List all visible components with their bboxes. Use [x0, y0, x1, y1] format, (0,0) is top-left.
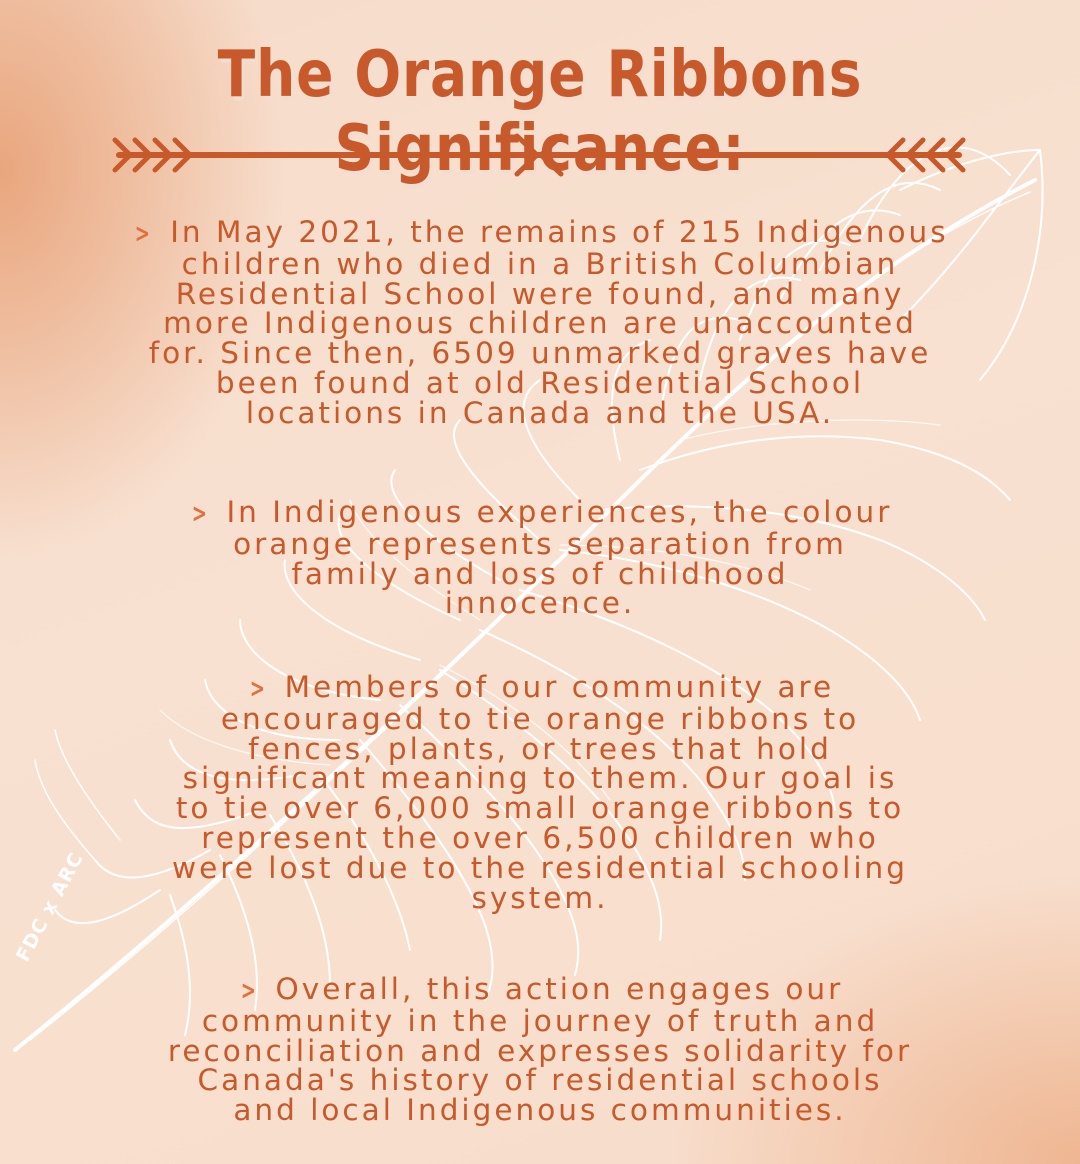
paragraph-line: Residential School were found, and many: [175, 276, 905, 311]
chevron-right-icon: >: [135, 219, 153, 249]
paragraph-colour-meaning: [60, 495, 1020, 621]
paragraph-line: to tie over 6,000 small orange ribbons to: [175, 791, 905, 826]
paragraph-line: locations in Canada and the USA.: [245, 395, 835, 430]
paragraph-line: system.: [471, 880, 609, 915]
paragraph-line: innocence.: [444, 586, 636, 621]
paragraph-line: Overall, this action engages our: [275, 972, 844, 1006]
paragraph-overall: [60, 972, 1020, 1128]
paragraph-line: community in the journey of truth and: [201, 1003, 879, 1038]
paragraph-community-action: [60, 670, 1020, 915]
paragraph-line: were lost due to the residential schooling: [172, 850, 908, 885]
paragraph-line: more Indigenous children are unaccounted: [163, 306, 917, 341]
paragraph-line: In May 2021, the remains of 215 Indigenous: [170, 215, 949, 249]
paragraph-line: orange represents separation from: [233, 526, 847, 561]
chevron-right-icon: >: [249, 674, 267, 704]
paragraph-line: encouraged to tie orange ribbons to: [220, 701, 860, 736]
chevron-right-icon: >: [240, 976, 258, 1006]
paragraph-line: Canada's history of residential schools: [197, 1063, 883, 1098]
arrow-divider-icon: [105, 128, 973, 182]
paragraph-line: significant meaning to them. Our goal is: [182, 761, 898, 796]
paragraph-line: In Indigenous experiences, the colour: [226, 495, 893, 529]
paragraph-line: family and loss of childhood: [291, 556, 789, 591]
paragraph-line: for. Since then, 6509 unmarked graves have: [148, 336, 932, 371]
page-title: The Orange Ribbons Significance:: [217, 38, 863, 186]
paragraph-discovery: [60, 215, 1020, 430]
paragraph-line: reconciliation and expresses solidarity for: [167, 1033, 913, 1068]
paragraph-line: Members of our community are: [284, 670, 835, 704]
paragraph-line: represent the over 6,500 children who: [201, 820, 879, 855]
paragraph-line: fences, plants, or trees that hold: [248, 731, 832, 766]
paragraph-line: children who died in a British Columbian: [181, 246, 899, 281]
watermark: FDC x ARC: [12, 848, 88, 966]
paragraph-line: and local Indigenous communities.: [233, 1093, 847, 1128]
chevron-right-icon: >: [191, 499, 209, 529]
paragraph-line: been found at old Residential School: [215, 365, 865, 400]
